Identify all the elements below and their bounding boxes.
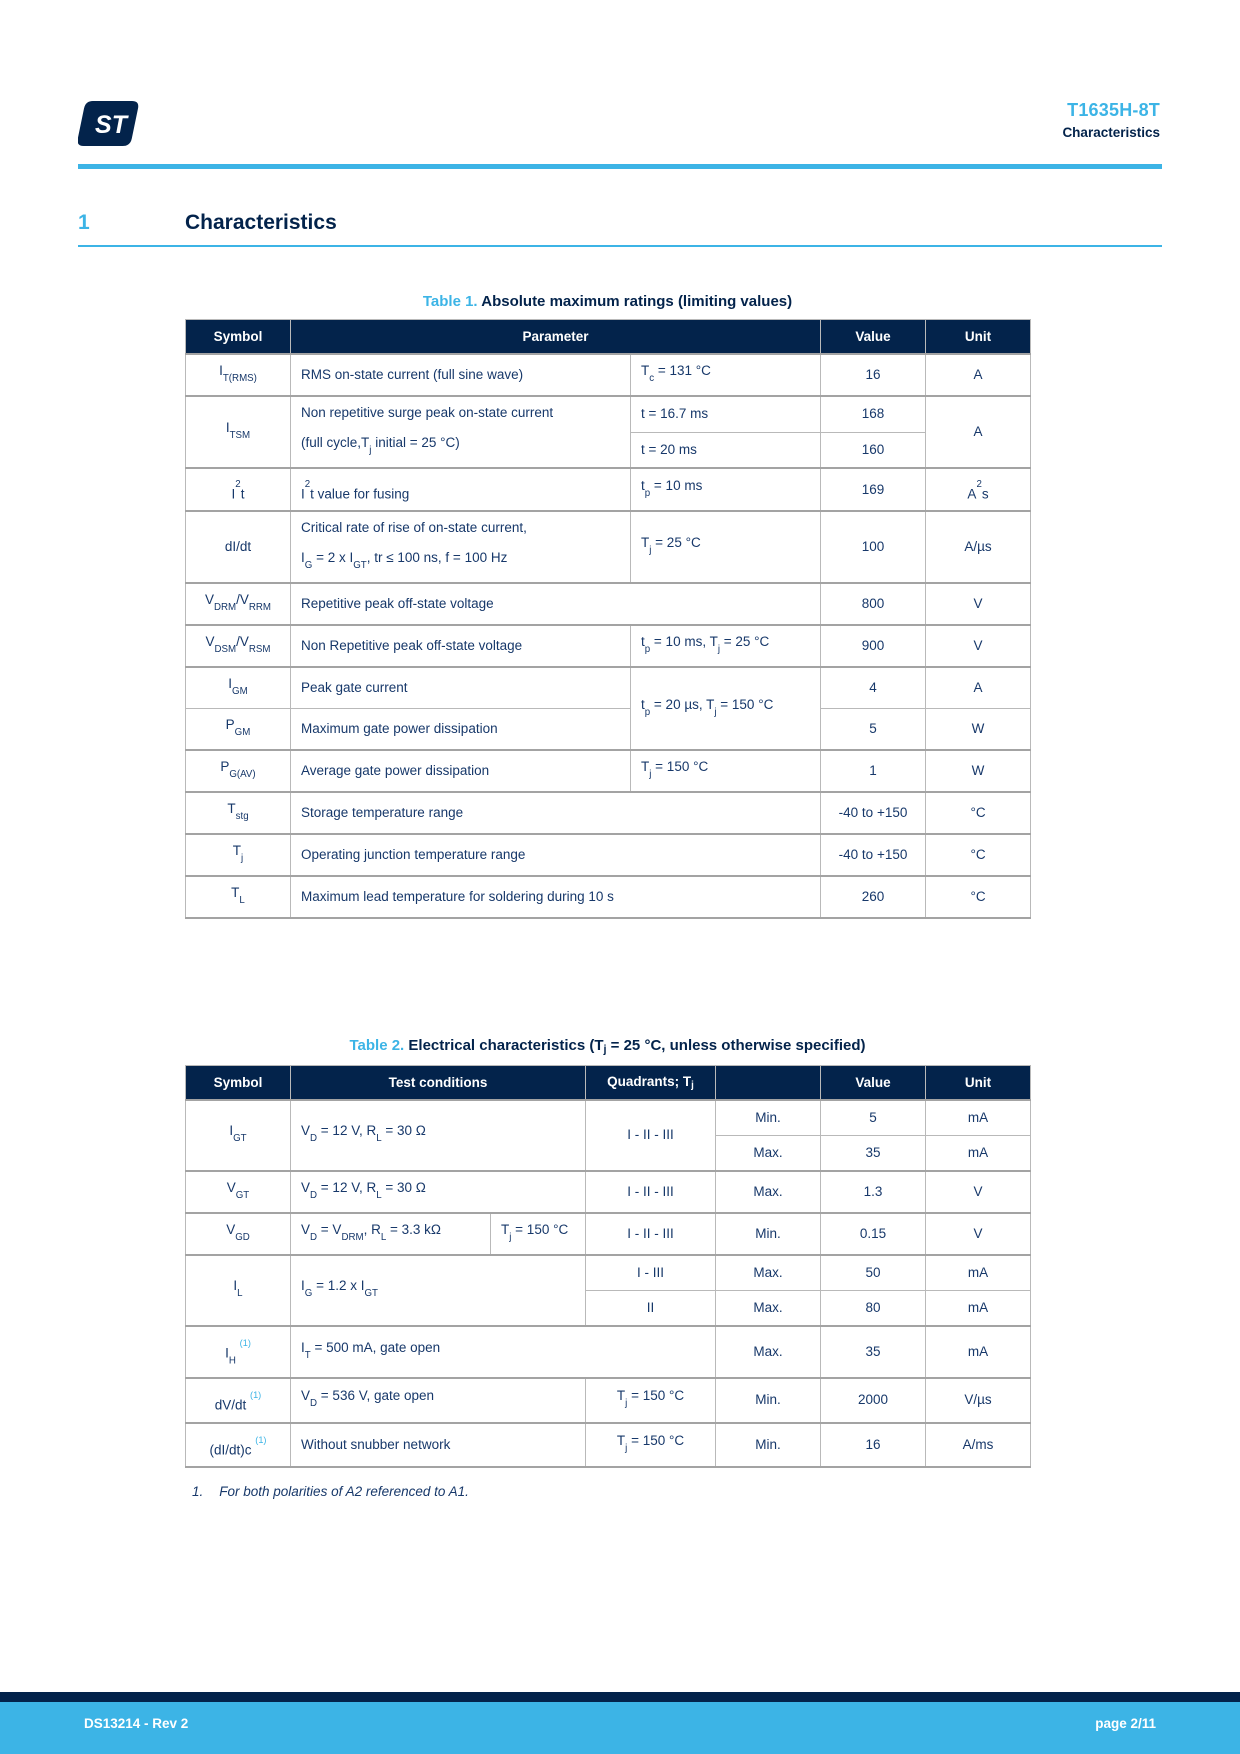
cell: mA xyxy=(926,1100,1031,1136)
doc-reference: DS13214 - Rev 2 xyxy=(84,1715,189,1731)
cell: A xyxy=(926,667,1031,709)
cell: 168 xyxy=(821,396,926,432)
cell: 16 xyxy=(821,354,926,396)
page-footer xyxy=(0,1702,1240,1754)
table-row xyxy=(186,1378,1031,1422)
cell: 35 xyxy=(821,1326,926,1378)
cell: $P_{GM}$ xyxy=(186,709,291,751)
cell: Maximum gate power dissipation xyxy=(291,709,631,751)
cell: Min. xyxy=(716,1423,821,1467)
column-header: Parameter xyxy=(291,320,821,355)
table-row xyxy=(186,1326,1031,1378)
st-logo xyxy=(78,100,140,152)
cell: A/µs xyxy=(926,511,1031,583)
page-header xyxy=(0,0,1240,152)
cell: -40 to +150 xyxy=(821,792,926,834)
table-row xyxy=(186,1423,1031,1467)
cell: $V_{GD}$ xyxy=(186,1213,291,1255)
cell: 5 xyxy=(821,709,926,751)
cell: $I^2t$ value for fusing xyxy=(291,468,631,511)
cell: $t_p = 10$ ms, $T_j = 25$ °C xyxy=(631,625,821,667)
cell: $I_T = 500$ mA, gate open xyxy=(291,1326,716,1378)
cell: $T_j = 150$ °C xyxy=(631,750,821,792)
cell: $I_{GM}$ xyxy=(186,667,291,709)
cell: 169 xyxy=(821,468,926,511)
cell: $V_D = V_{DRM}$, $R_L = 3.3$ kΩ xyxy=(291,1213,491,1255)
cell: $T_c = 131$ °C xyxy=(631,354,821,396)
header-subtitle: Characteristics xyxy=(1062,125,1160,140)
cell: Max. xyxy=(716,1290,821,1326)
cell: I - III xyxy=(586,1255,716,1291)
cell: 0.15 xyxy=(821,1213,926,1255)
cell: $T_j = 150$ °C xyxy=(586,1378,716,1422)
cell: W xyxy=(926,750,1031,792)
cell: I - II - III xyxy=(586,1100,716,1171)
header-row xyxy=(186,320,1031,355)
page-number: page 2/11 xyxy=(1095,1715,1156,1731)
electrical-characteristics-table xyxy=(185,1065,1031,1468)
cell: 1 xyxy=(821,750,926,792)
svg-text:ST: ST xyxy=(95,111,127,139)
column-header: Symbol xyxy=(186,320,291,355)
cell: 800 xyxy=(821,583,926,625)
cell: $I_{GT}$ xyxy=(186,1100,291,1171)
cell: $I_L$ xyxy=(186,1255,291,1326)
cell: A/ms xyxy=(926,1423,1031,1467)
cell: 2000 xyxy=(821,1378,926,1422)
footnote-text: For both polarities of A2 referenced to A1. xyxy=(219,1483,469,1499)
cell: 35 xyxy=(821,1135,926,1171)
cell: $T_j = 150$ °C xyxy=(491,1213,586,1255)
cell: $T_j = 150$ °C xyxy=(586,1423,716,1467)
table-row xyxy=(186,709,1031,751)
table-row xyxy=(186,583,1031,625)
st-logo-icon xyxy=(78,100,140,147)
header-right xyxy=(1062,100,1160,140)
cell: dV/dt $^{(1)}$ xyxy=(186,1378,291,1422)
cell: Non repetitive surge peak on-state current (full $cycle,T_j$ initial = 25 °C) xyxy=(291,396,631,468)
column-header: Value xyxy=(821,320,926,355)
column-header xyxy=(716,1065,821,1100)
column-header: Quadrants; $T_j$ xyxy=(586,1065,716,1100)
table2-caption-title: Electrical characteristics ($T_j = 25$ °C, unless otherwise specified) xyxy=(408,1037,866,1056)
cell: °C xyxy=(926,834,1031,876)
cell: Repetitive peak off-state voltage xyxy=(291,583,821,625)
header-rule xyxy=(78,164,1162,169)
cell: (dI/dt)c $^{(1)}$ xyxy=(186,1423,291,1467)
cell: $T_j = 25$ °C xyxy=(631,511,821,583)
column-header: Symbol xyxy=(186,1065,291,1100)
cell: $V_D = 536$ V, gate open xyxy=(291,1378,586,1422)
cell: $V_{GT}$ xyxy=(186,1171,291,1213)
table-row xyxy=(186,667,1031,709)
cell: 1.3 xyxy=(821,1171,926,1213)
cell: 160 xyxy=(821,432,926,468)
header-row xyxy=(186,1065,1031,1100)
cell: 260 xyxy=(821,876,926,918)
cell: Peak gate current xyxy=(291,667,631,709)
cell: $t_p = 20$ µs, $T_j = 150$ °C xyxy=(631,667,821,750)
table-row xyxy=(186,876,1031,918)
cell: V xyxy=(926,1213,1031,1255)
cell: 80 xyxy=(821,1290,926,1326)
column-header: Unit xyxy=(926,320,1031,355)
section-number: 1 xyxy=(78,211,90,234)
cell: $A^2s$ xyxy=(926,468,1031,511)
cell: Max. xyxy=(716,1326,821,1378)
table1-caption-label: Table 1. xyxy=(422,293,478,310)
cell: 5 xyxy=(821,1100,926,1136)
table-row xyxy=(186,1213,1031,1255)
table-row xyxy=(186,1171,1031,1213)
cell: Maximum lead temperature for soldering during 10 s xyxy=(291,876,821,918)
cell: t = 16.7 ms xyxy=(631,396,821,432)
cell: 16 xyxy=(821,1423,926,1467)
footnote xyxy=(192,1484,1240,1499)
cell: Min. xyxy=(716,1378,821,1422)
cell: Storage temperature range xyxy=(291,792,821,834)
cell: $T_j$ xyxy=(186,834,291,876)
cell: I - II - III xyxy=(586,1213,716,1255)
cell: $t_p = 10$ ms xyxy=(631,468,821,511)
table-row xyxy=(186,468,1031,511)
cell: 900 xyxy=(821,625,926,667)
cell: Without snubber network xyxy=(291,1423,586,1467)
cell: $T_L$ xyxy=(186,876,291,918)
table-row xyxy=(186,792,1031,834)
cell: °C xyxy=(926,876,1031,918)
cell: mA xyxy=(926,1290,1031,1326)
cell: Min. xyxy=(716,1213,821,1255)
table-row xyxy=(186,511,1031,583)
table-row xyxy=(186,354,1031,396)
cell: 50 xyxy=(821,1255,926,1291)
column-header: Value xyxy=(821,1065,926,1100)
table-row xyxy=(186,1100,1031,1136)
cell: mA xyxy=(926,1255,1031,1291)
cell: RMS on-state current (full sine wave) xyxy=(291,354,631,396)
column-header: Test conditions xyxy=(291,1065,586,1100)
cell: II xyxy=(586,1290,716,1326)
cell: Non Repetitive peak off-state voltage xyxy=(291,625,631,667)
cell: Min. xyxy=(716,1100,821,1136)
section-title: Characteristics xyxy=(185,211,337,234)
cell: Average gate power dissipation xyxy=(291,750,631,792)
cell: $V_{DSM}/V_{RSM}$ xyxy=(186,625,291,667)
footnote-number: 1. xyxy=(192,1483,204,1499)
column-header: Unit xyxy=(926,1065,1031,1100)
cell: mA xyxy=(926,1135,1031,1171)
cell: $T_{stg}$ xyxy=(186,792,291,834)
footer-divider-bar xyxy=(0,1692,1240,1702)
table1-caption xyxy=(185,293,1030,310)
cell: A xyxy=(926,354,1031,396)
cell: A xyxy=(926,396,1031,468)
cell: °C xyxy=(926,792,1031,834)
cell: $I_H$ $^{(1)}$ xyxy=(186,1326,291,1378)
cell: 100 xyxy=(821,511,926,583)
cell: V xyxy=(926,583,1031,625)
cell: $I_{TSM}$ xyxy=(186,396,291,468)
cell: $V_D = 12$ V, $R_L = 30$ Ω xyxy=(291,1100,586,1171)
cell: V xyxy=(926,1171,1031,1213)
table-row xyxy=(186,834,1031,876)
cell: $I^2t$ xyxy=(186,468,291,511)
table-row xyxy=(186,625,1031,667)
cell: 4 xyxy=(821,667,926,709)
table-row xyxy=(186,396,1031,432)
cell: Operating junction temperature range xyxy=(291,834,821,876)
cell: I - II - III xyxy=(586,1171,716,1213)
cell: $P_{G(AV)}$ xyxy=(186,750,291,792)
cell: Critical rate of rise of on-state current, $I_G = 2$ x $I_{GT}$, tr ≤ 100 ns, f = 100 Hz xyxy=(291,511,631,583)
cell: $I_{T(RMS)}$ xyxy=(186,354,291,396)
cell: $V_{DRM}/V_{RRM}$ xyxy=(186,583,291,625)
cell: -40 to +150 xyxy=(821,834,926,876)
cell: Max. xyxy=(716,1255,821,1291)
cell: t = 20 ms xyxy=(631,432,821,468)
cell: mA xyxy=(926,1326,1031,1378)
table2-caption-label: Table 2. xyxy=(349,1037,405,1055)
table1-caption-title: Absolute maximum ratings (limiting values) xyxy=(481,293,793,310)
cell: V/µs xyxy=(926,1378,1031,1422)
table-row xyxy=(186,1255,1031,1291)
cell: dI/dt xyxy=(186,511,291,583)
absolute-maximum-ratings-table xyxy=(185,319,1031,919)
table-row xyxy=(186,750,1031,792)
cell: W xyxy=(926,709,1031,751)
product-title: T1635H-8T xyxy=(1067,100,1160,120)
cell: $V_D = 12$ V, $R_L = 30$ Ω xyxy=(291,1171,586,1213)
cell: $I_G = 1.2$ x $I_{GT}$ xyxy=(291,1255,586,1326)
cell: Max. xyxy=(716,1135,821,1171)
table2-caption xyxy=(185,1037,1030,1055)
cell: V xyxy=(926,625,1031,667)
section-heading xyxy=(78,211,1162,235)
cell: Max. xyxy=(716,1171,821,1213)
section-rule xyxy=(78,245,1162,247)
